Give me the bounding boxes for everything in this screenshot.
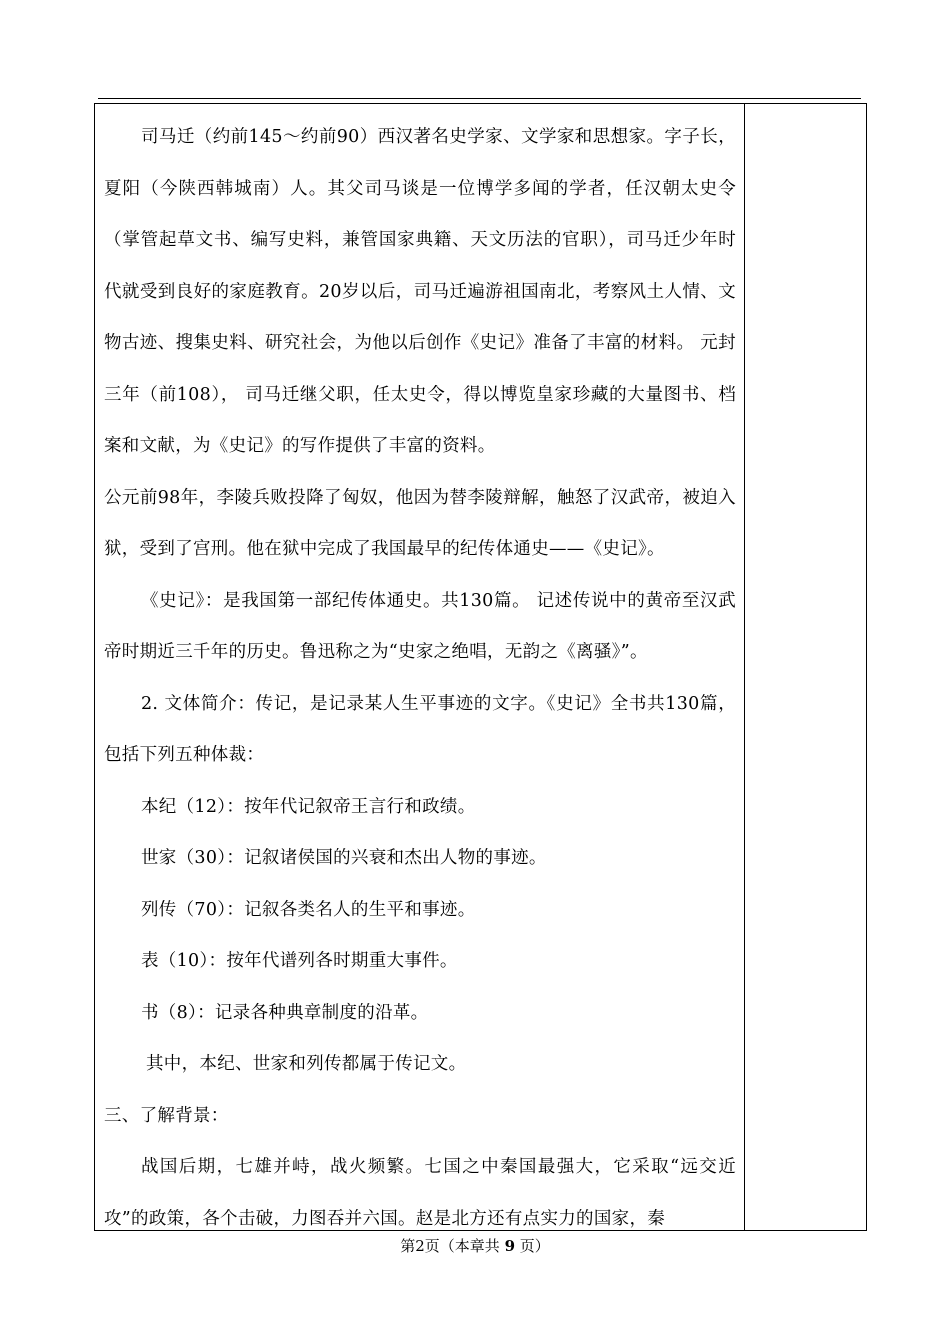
list-item-benji: 本纪（12）：按年代记叙帝王言行和政绩。: [141, 796, 476, 817]
main-text-cell: [104, 112, 736, 1245]
paragraph-bio-continued: 公元前98年，李陵兵败投降了匈奴，他因为替李陵辩解，触怒了汉武帝，被迫入狱，受到了宫刑。他在狱中完成了我国最早的纪传体通史——《史记》。: [104, 487, 736, 559]
paragraph-summary: 其中，本纪、世家和列传都属于传记文。: [146, 1054, 467, 1074]
list-item-shu: 书（8）：记录各种典章制度的沿革。: [141, 1002, 429, 1023]
footer-middle: 页（本章共: [424, 1237, 505, 1255]
page-footer: [0, 1236, 950, 1256]
column-divider: [744, 103, 745, 1231]
footer-page-number: 2: [415, 1237, 425, 1255]
list-item-liezhuan: 列传（70）：记叙各类名人的生平和事迹。: [141, 899, 476, 920]
list-item-biao: 表（10）：按年代谱列各时期重大事件。: [141, 951, 458, 971]
footer-prefix: 第: [400, 1237, 416, 1255]
footer-suffix: 页）: [515, 1237, 550, 1255]
section-heading-background: 三、了解背景：: [104, 1105, 229, 1126]
paragraph-bio: 司马迁（约前145～约前90）西汉著名史学家、文学家和思想家。字子长，夏阳（今陕西韩城南）人。其父司马谈是一位博学多闻的学者，任汉朝太史令（掌管起草文书、编写史料，兼管国家典籍、天文历法的官职），司马迁少年时代就受到良好的家庭教育。20岁以后，司马迁遍游祖国南北，考察风土人情、文物古迹、搜集史料、研究社会，为他以后创作《史记》准备了丰富的材料。 元封三年（前108）， 司马迁继父职，任太史令，得以博览皇家珍藏的大量图书、档案和文献，为《史记》的写作提供了丰富的资料。: [104, 127, 736, 456]
paragraph-background: 战国后期，七雄并峙，战火频繁。七国之中秦国最强大，它采取“远交近攻”的政策，各个击破，力图吞并六国。赵是北方还有点实力的国家，秦: [104, 1157, 736, 1229]
paragraph-genre: 2. 文体简介：传记，是记录某人生平事迹的文字。《史记》全书共130篇，包括下列五种体裁：: [104, 693, 736, 765]
paragraph-shiji: 《史记》：是我国第一部纪传体通史。共130篇。 记述传说中的黄帝至汉武帝时期近三千年的历史。鲁迅称之为“史家之绝唱，无韵之《离骚》”。: [104, 590, 736, 662]
header-rule: [98, 98, 861, 99]
list-item-shijia: 世家（30）：记叙诸侯国的兴衰和杰出人物的事迹。: [141, 848, 547, 868]
footer-total-pages: 9: [504, 1237, 515, 1255]
